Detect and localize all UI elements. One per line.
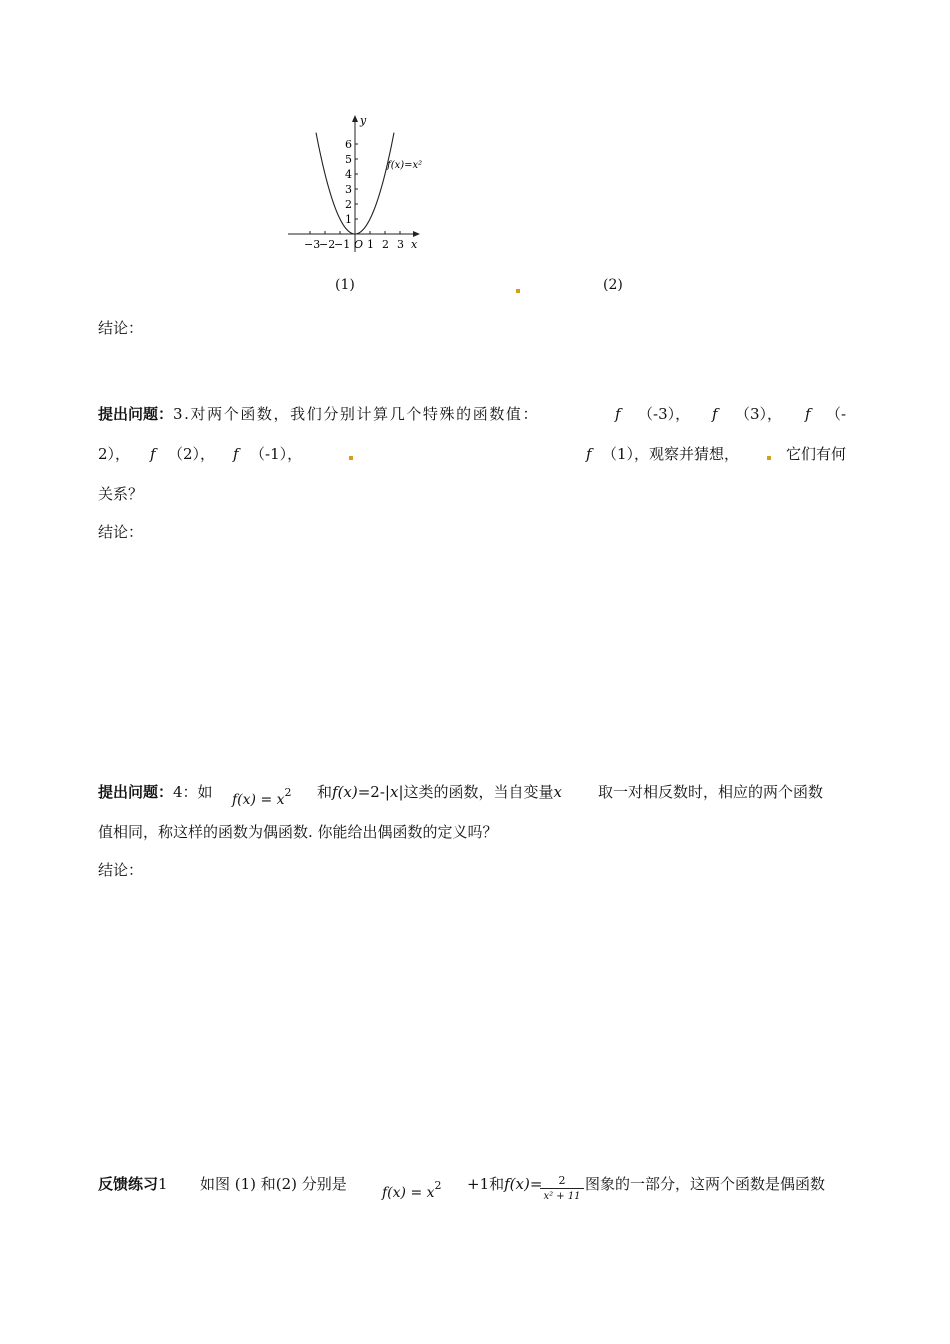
x-tick-label: 2 bbox=[382, 238, 389, 251]
parabola-graph bbox=[280, 110, 430, 255]
x-tick-label: −2 bbox=[319, 238, 336, 251]
decorative-dot bbox=[516, 289, 520, 293]
decorative-dot bbox=[767, 456, 771, 460]
question-3-line-3: 关系？ bbox=[98, 485, 144, 503]
question-3-line-1: 提出问题：3.对两个函数，我们分别计算几个特殊的函数值： bbox=[98, 405, 540, 423]
x-tick-label: 1 bbox=[367, 238, 374, 251]
conclusion-label: 结论： bbox=[98, 861, 144, 879]
question-3-line-2: 2）， bbox=[98, 445, 131, 463]
y-tick-label: 4 bbox=[345, 168, 352, 181]
x-axis-label: x bbox=[411, 238, 418, 251]
fraction-bar bbox=[540, 1188, 584, 1189]
x-axis-arrow-icon bbox=[413, 231, 420, 237]
formula-x-squared-plus-1: $f(x) = x^2$ bbox=[382, 1179, 442, 1201]
fraction bbox=[540, 1174, 584, 1203]
conclusion-label: 结论： bbox=[98, 523, 144, 541]
y-axis-label: y bbox=[360, 114, 367, 127]
y-tick-label: 6 bbox=[345, 138, 352, 151]
y-tick-label: 5 bbox=[345, 153, 352, 166]
decorative-dot bbox=[349, 456, 353, 460]
question-4-line-1: 提出问题：4：如 bbox=[98, 783, 213, 801]
question-label: 提出问题： bbox=[98, 405, 174, 423]
feedback-exercise-line: 反馈练习1 bbox=[98, 1175, 168, 1193]
x-tick-label: 3 bbox=[397, 238, 404, 251]
feedback-label: 反馈练习 bbox=[98, 1175, 159, 1193]
formula-abs: f(x) bbox=[332, 783, 358, 801]
y-tick-label: 1 bbox=[345, 213, 352, 226]
y-axis-arrow-icon bbox=[352, 115, 358, 122]
figure-caption-1: (1) bbox=[335, 277, 355, 293]
figure-caption-2: (2) bbox=[603, 277, 623, 293]
x-tick-label: −1 bbox=[334, 238, 351, 251]
fraction-denominator: x² + 11 bbox=[543, 1191, 581, 1202]
x-tick-label: −3 bbox=[304, 238, 321, 251]
fraction-numerator: 2 bbox=[558, 1174, 566, 1187]
conclusion-label: 结论： bbox=[98, 319, 144, 337]
formula-x-squared: $f(x) = x^2$ bbox=[232, 786, 292, 808]
y-tick-label: 3 bbox=[345, 183, 352, 196]
y-tick-label: 2 bbox=[345, 198, 352, 211]
question-4-line-2: 值相同，称这样的函数为偶函数. 你能给出偶函数的定义吗？ bbox=[98, 823, 498, 841]
origin-label: O bbox=[354, 238, 364, 251]
question-label: 提出问题： bbox=[98, 783, 174, 801]
curve-label: f(x)=x² bbox=[387, 160, 423, 171]
